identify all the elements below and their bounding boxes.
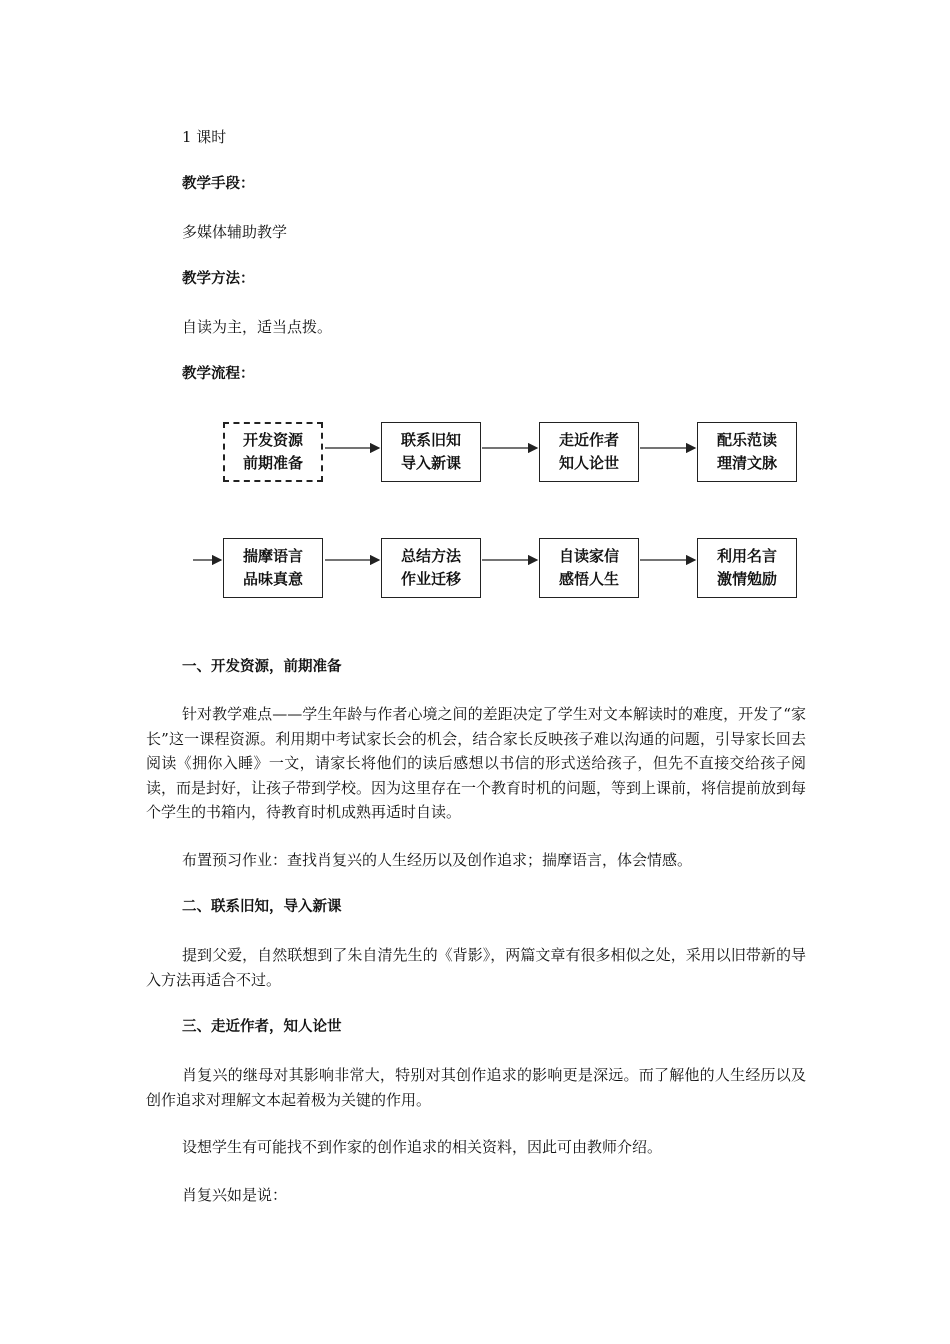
flow-step-line1: 走近作者 [558, 431, 619, 449]
flow-step-line2: 激情勉励 [716, 570, 777, 588]
flow-step-line1: 总结方法 [400, 547, 461, 565]
section-2-paragraph-1: 提到父爱，自然联想到了朱自清先生的《背影》，两篇文章有很多相似之处，采用以旧带新的导入方法再适合不过。 [146, 946, 806, 989]
flow-step-line1: 自读家信 [558, 547, 619, 565]
teaching-process-label: 教学流程： [182, 366, 255, 382]
section-2-title: 二、联系旧知，导入新课 [182, 899, 342, 915]
teaching-method-label: 教学方法： [182, 271, 255, 287]
flow-step-line2: 知人论世 [558, 454, 619, 472]
section-1-title: 一、开发资源，前期准备 [182, 659, 342, 675]
flow-step-1 [223, 422, 323, 482]
section-3-paragraph-1: 肖复兴的继母对其影响非常大，特别对其创作追求的影响更是深远。而了解他的人生经历以及创作追求对理解文本起着极为关键的作用。 [146, 1066, 806, 1109]
teaching-method-value: 自读为主，适当点拨。 [182, 318, 333, 336]
flow-step-line2: 感悟人生 [558, 570, 619, 588]
flow-step-line1: 配乐范读 [716, 431, 777, 449]
flow-step-line1: 揣摩语言 [242, 547, 303, 565]
section-1-paragraph-1: 针对教学难点——学生年龄与作者心境之间的差距决定了学生对文本解读时的难度，开发了“家长”这一课程资源。利用期中考试家长会的机会，结合家长反映孩子难以沟通的问题，引导家长回去阅读《拥你入睡》一文，请家长将他们的读后感想以书信的形式送给孩子，但先不直接交给孩子阅读，而是封好，让孩子带到学校。因为这里存在一个教育时机的问题，等到上课前，将信提前放到每个学生的书箱内，待教育时机成熟再适时自读。 [146, 705, 807, 821]
flow-step-line2: 品味真意 [242, 570, 303, 588]
flow-step-8 [697, 538, 797, 598]
flow-step-4 [697, 422, 797, 482]
section-1-paragraph-2: 布置预习作业：查找肖复兴的人生经历以及创作追求；揣摩语言，体会情感。 [182, 851, 693, 869]
flow-step-6 [381, 538, 481, 598]
flow-step-3 [539, 422, 639, 482]
flow-step-line2: 前期准备 [242, 454, 303, 472]
teaching-means-label: 教学手段： [182, 176, 255, 192]
flow-step-7 [539, 538, 639, 598]
flow-step-line2: 作业迁移 [400, 570, 461, 588]
flow-step-line1: 利用名言 [716, 547, 777, 565]
lesson-duration: 1 课时 [182, 128, 227, 146]
flow-step-line1: 联系旧知 [400, 431, 461, 449]
section-3-title: 三、走近作者，知人论世 [182, 1019, 342, 1035]
flow-step-5 [223, 538, 323, 598]
flow-step-line2: 导入新课 [400, 454, 461, 472]
flow-step-line2: 理清文脉 [716, 454, 777, 472]
section-3-paragraph-2: 设想学生有可能找不到作家的创作追求的相关资料，因此可由教师介绍。 [182, 1138, 663, 1156]
section-3-paragraph-3: 肖复兴如是说： [182, 1186, 288, 1204]
flow-step-2 [381, 422, 481, 482]
flow-step-line1: 开发资源 [242, 431, 303, 449]
teaching-means-value: 多媒体辅助教学 [182, 223, 288, 241]
